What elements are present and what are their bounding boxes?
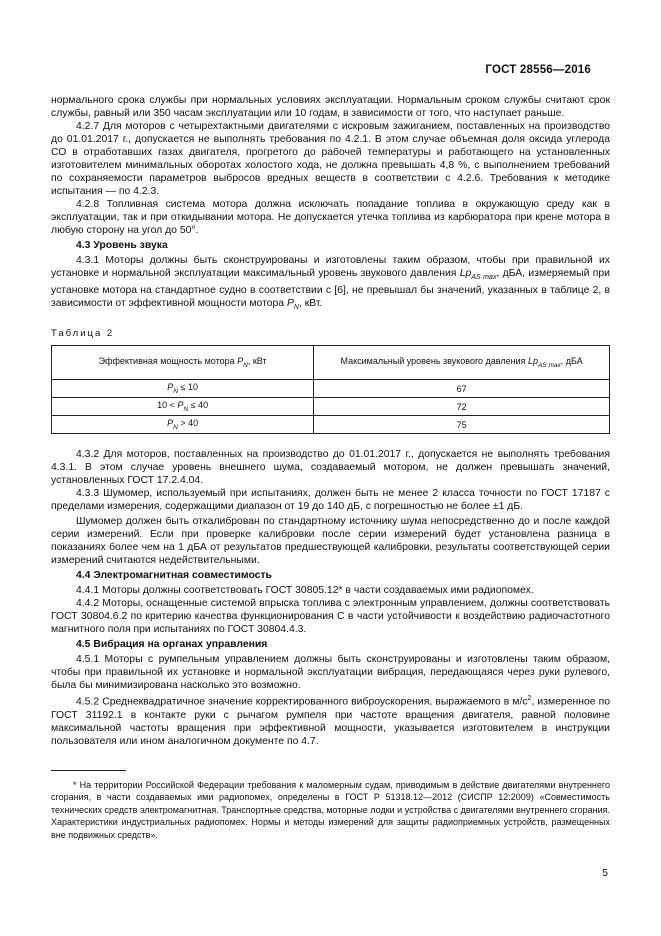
paragraph-4-3-3-calibration: Шумомер должен быть откалиброван по стандартному источнику шума непосредственно до и после каждой серии измерений. Если при проверке калибровки после серии измерений будет установлена разница в показаниях более чем на 1 дБА от результатов предшествующей калибровки, результаты соответствующей серии измерений считаются недействительными. [51,516,610,567]
paragraph-4-2-8: 4.2.8 Топливная система мотора должна исключать попадание топлива в окружающую среду как в эксплуатации, так и при откидывании мотора. Не допускается утечка топлива из карбюратора при крене мотора в любую сторону на угол до 50°. [51,199,610,236]
table-cell-power: $P_N > 40$ [52,416,314,434]
paragraph-4-2-7: 4.2.7 Для моторов с четырехтактными двигателями с искровым зажиганием, поставленных на производство до 01.01.2017 г., допускается не выполнять требования по 4.2.1. В этом случае объемная доля оксида углерода СО в отработавших газах двигателя, прогретого до рабочей температуры и работающего на установленных изготовителем минимальных оборотах холостого хода, не должна превышать 4,8 %, с выполнением требований по сохраняемости параметров выбросов вредных веществ в соответствии с 4.2.6. Требования к методике испытания — по 4.2.3. [51,121,610,197]
paragraph-4-3-2: 4.3.2 Для моторов, поставленных на производство до 01.01.2017 г., допускается не выполнять требования 4.3.1. В этом случае уровень внешнего шума, создаваемый мотором, не должен превышать значений, установленных ГОСТ 17.2.4.04. [51,449,610,487]
paragraph-4-3-3: 4.3.3 Шумомер, используемый при испытаниях, должен быть не менее 2 класса точности по ГОСТ 17187 с пределами измерения, содержащими диапазон от 19 до 140 дБ, с погрешностью не более ±1 дБ. [51,488,610,513]
document-body [51,94,610,841]
table-cell-power: $10 < P_N \le 40$ [52,398,314,416]
table-cell-level: 72 [314,398,610,416]
section-heading-4-5: 4.5 Вибрация на органах управления [76,639,268,651]
table-row [52,398,610,416]
page-number: 5 [602,867,608,879]
paragraph-4-5-2: 4.5.2 Среднеквадратичное значение корректированного виброускорения, выражаемого в $м/с^2$, измеренное по ГОСТ 31192.1 в контакте руки с рычагом румпеля при частоте вращения двигателя, равной половине максимальной частоты вращения при эффективной мощности, указывается изготовителем в инструкции пользователя или ином аналогичном документе по 4.7. [51,695,611,747]
paragraph-4-4-2: 4.4.2 Моторы, оснащенные системой впрыска топлива с электронным управлением, должны соответствовать ГОСТ 30804.6.2 по критерию качества функционирования С в части устойчивости к воздействию радиочастотного магнитного поля при испытаниях по ГОСТ 30804.4.3. [51,598,610,636]
paragraph-4-4-1: 4.4.1 Моторы должны соответствовать ГОСТ 30805.12* в части создаваемых ими радиопомех. [76,585,534,597]
document-header: ГОСТ 28556—2016 [485,64,591,76]
table-row [52,416,610,434]
paragraph-4-5-1: 4.5.1 Моторы с румпельным управлением должны быть сконструированы и изготовлены таким образом, чтобы при правильной их установке и нормальной эксплуатации вибрация, передающаяся через руки рулевого, была бы минимизирована насколько это возможно. [51,654,610,692]
footnote-separator [51,770,126,771]
paragraph-continuation: нормального срока службы при нормальных условиях эксплуатации. Нормальным сроком службы считают срок службы, равный или 350 часам эксплуатации или 10 годам, в зависимости от того, что наступает раньше. [51,95,610,119]
paragraph-4-3-1: 4.3.1 Моторы должны быть сконструированы и изготовлены таким образом, чтобы при правильной их установке и нормальной эксплуатации максимальный уровень звукового давления $Lp_{AS max}$, дБА, измеряемый при установке мотора на стандартное судно в соответствии с [6], не превышал бы значений, указанных в таблице 2, в зависимости от эффективной мощности мотора $P_N$, кВт. [51,255,610,312]
noise-level-table [51,345,610,434]
table-header-power: Эффективная мощность мотора $P_N$, кВт [52,346,314,380]
section-heading-4-4: 4.4 Электромагнитная совместимость [76,570,272,582]
table-row [52,380,610,398]
table-caption: Таблица 2 [51,328,115,340]
table-cell-level: 67 [314,380,610,398]
table-cell-power: $P_N \le 10$ [52,380,314,398]
table-header-row [52,346,610,380]
section-heading-4-3: 4.3 Уровень звука [76,240,168,251]
table-cell-level: 75 [314,416,610,434]
footnote: * На территории Российской Федерации требования к маломерным судам, приводимым в действие двигателями внутреннего сгорания, в части создаваемых ими радиопомех, определены в ГОСТ Р 51318.12—2012 (СИСПР 12:2009) «Совместимость технических средств электромагнитная. Транспортные средства, моторные лодки и устройства с двигателями внутреннего сгорания. Характеристики индустриальных радиопомех. Нормы и методы измерений для защиты радиоприемных устройств, размещенных вне подвижных средств». [51,779,610,840]
table-header-sound-level: Максимальный уровень звукового давления $Lp_{AS max}$, дБА [314,346,610,380]
